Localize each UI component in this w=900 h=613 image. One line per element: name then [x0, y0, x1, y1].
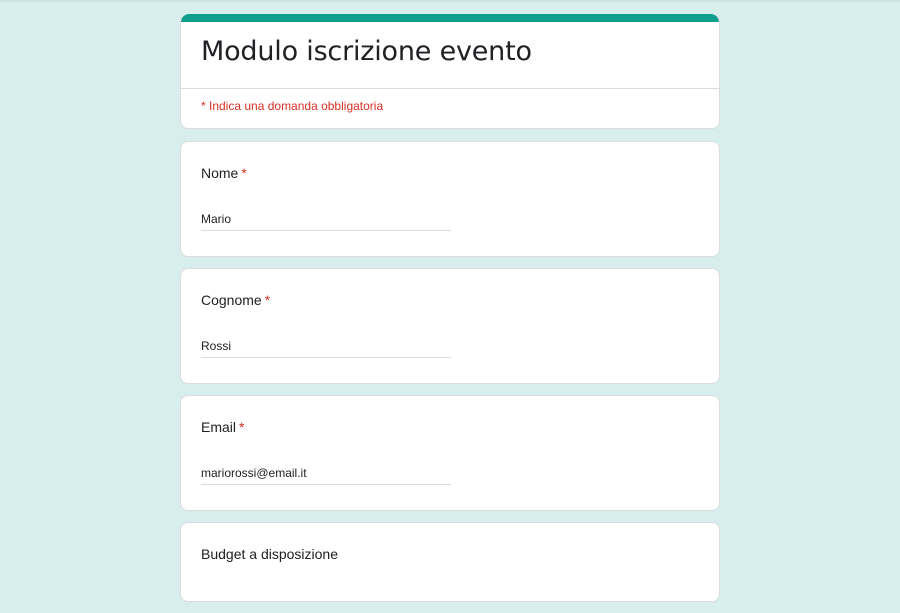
question-label: Cognome — [201, 292, 262, 308]
question-title — [201, 165, 247, 181]
question-title — [201, 546, 338, 562]
form-header-card — [180, 14, 720, 129]
form-title: Modulo iscrizione evento — [201, 36, 532, 67]
page-top-strip — [0, 0, 900, 2]
question-title — [201, 419, 244, 435]
question-card-cognome — [180, 268, 720, 384]
question-label: Budget a disposizione — [201, 546, 338, 562]
required-asterisk: * — [241, 165, 247, 181]
question-label: Email — [201, 419, 237, 435]
required-note: * Indica una domanda obbligatoria — [201, 99, 384, 113]
question-title — [201, 292, 270, 308]
cognome-input[interactable] — [201, 335, 451, 358]
question-card-email — [180, 395, 720, 511]
question-card-budget — [180, 522, 720, 602]
form-container — [180, 14, 720, 613]
email-input[interactable] — [201, 462, 451, 485]
question-card-nome — [180, 141, 720, 257]
nome-input[interactable] — [201, 208, 451, 231]
header-accent-bar — [181, 14, 719, 22]
required-asterisk: * — [239, 419, 245, 435]
header-divider — [181, 88, 719, 89]
question-label: Nome — [201, 165, 239, 181]
required-asterisk: * — [264, 292, 271, 308]
